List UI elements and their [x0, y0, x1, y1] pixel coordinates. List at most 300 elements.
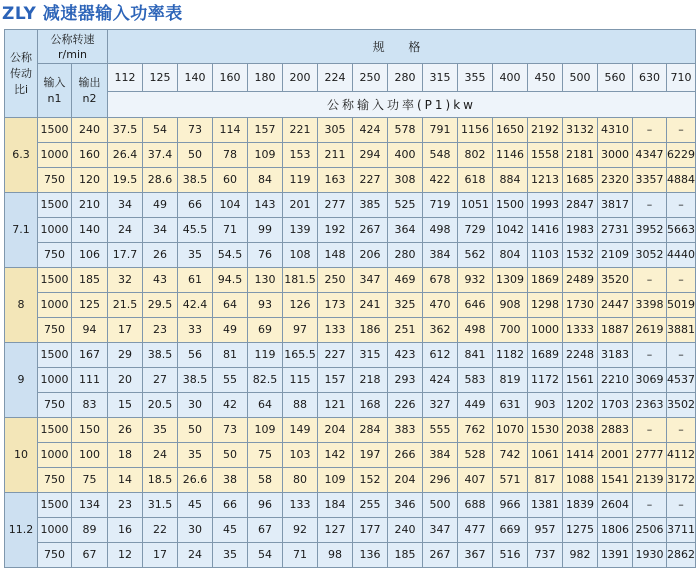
- table-row: [5, 518, 696, 543]
- power-value-cell: 469: [388, 268, 423, 293]
- power-value-cell: 1685: [563, 168, 598, 193]
- power-value-cell: 54.5: [213, 243, 248, 268]
- power-value-cell: 296: [423, 468, 458, 493]
- output-speed-cell: 160: [72, 143, 108, 168]
- power-value-cell: 60: [213, 168, 248, 193]
- table-row: [5, 218, 696, 243]
- power-value-cell: 71: [283, 543, 318, 568]
- input-speed-cell: 750: [38, 168, 72, 193]
- power-value-cell: 157: [318, 368, 353, 393]
- power-value-cell: 1051: [458, 193, 493, 218]
- power-value-cell: 422: [423, 168, 458, 193]
- table-row: [5, 368, 696, 393]
- power-value-cell: 82.5: [248, 368, 283, 393]
- spec-header: 规 格: [108, 30, 696, 64]
- power-value-cell: 669: [493, 518, 528, 543]
- output-speed-cell: 167: [72, 343, 108, 368]
- output-speed-cell: 240: [72, 118, 108, 143]
- power-value-cell: –: [633, 418, 667, 443]
- power-value-cell: 631: [493, 393, 528, 418]
- table-row: [5, 243, 696, 268]
- power-value-cell: 4537: [667, 368, 696, 393]
- size-header-cell: 224: [318, 64, 353, 92]
- input-speed-cell: 750: [38, 543, 72, 568]
- output-speed-cell: 140: [72, 218, 108, 243]
- power-value-cell: 126: [283, 293, 318, 318]
- power-value-cell: 424: [353, 118, 388, 143]
- power-value-cell: 30: [178, 393, 213, 418]
- power-value-cell: 17: [108, 318, 143, 343]
- power-value-cell: 37.4: [143, 143, 178, 168]
- power-value-cell: 1000: [528, 318, 563, 343]
- table-row: [5, 343, 696, 368]
- power-value-cell: 3172: [667, 468, 696, 493]
- power-value-cell: –: [667, 418, 696, 443]
- power-value-cell: 1416: [528, 218, 563, 243]
- power-table: [4, 29, 696, 568]
- power-value-cell: 1042: [493, 218, 528, 243]
- power-value-cell: 250: [318, 268, 353, 293]
- power-value-cell: 38.5: [178, 368, 213, 393]
- power-value-cell: 804: [493, 243, 528, 268]
- output-speed-cell: 100: [72, 443, 108, 468]
- power-value-cell: 2862: [667, 543, 696, 568]
- power-value-cell: 24: [178, 543, 213, 568]
- output-speed-cell: 210: [72, 193, 108, 218]
- power-value-cell: 903: [528, 393, 563, 418]
- power-value-cell: 1541: [598, 468, 633, 493]
- size-header-cell: 180: [248, 64, 283, 92]
- power-value-cell: 50: [178, 418, 213, 443]
- power-value-cell: 528: [458, 443, 493, 468]
- power-value-cell: 26: [143, 243, 178, 268]
- power-value-cell: 148: [318, 243, 353, 268]
- size-header-cell: 140: [178, 64, 213, 92]
- power-value-cell: 1391: [598, 543, 633, 568]
- output-speed-cell: 67: [72, 543, 108, 568]
- power-value-cell: 43: [143, 268, 178, 293]
- power-value-cell: 884: [493, 168, 528, 193]
- power-value-cell: 1146: [493, 143, 528, 168]
- power-value-cell: 19.5: [108, 168, 143, 193]
- power-value-cell: 762: [458, 418, 493, 443]
- power-value-cell: 525: [388, 193, 423, 218]
- power-value-cell: 742: [493, 443, 528, 468]
- power-value-cell: 98: [318, 543, 353, 568]
- power-value-cell: 50: [178, 143, 213, 168]
- power-value-cell: 109: [318, 468, 353, 493]
- power-value-cell: 1333: [563, 318, 598, 343]
- power-value-cell: 327: [423, 393, 458, 418]
- power-value-cell: 1561: [563, 368, 598, 393]
- power-value-cell: 93: [248, 293, 283, 318]
- power-value-cell: 42: [213, 393, 248, 418]
- power-value-cell: 31.5: [143, 493, 178, 518]
- power-value-cell: 133: [283, 493, 318, 518]
- power-value-cell: 1806: [598, 518, 633, 543]
- power-value-cell: 71: [213, 218, 248, 243]
- output-speed-cell: 75: [72, 468, 108, 493]
- power-value-cell: 56: [178, 343, 213, 368]
- power-value-cell: 1061: [528, 443, 563, 468]
- power-value-cell: 28.6: [143, 168, 178, 193]
- power-value-cell: 3069: [633, 368, 667, 393]
- power-value-cell: 347: [353, 268, 388, 293]
- power-value-cell: 17: [143, 543, 178, 568]
- power-value-cell: 45: [213, 518, 248, 543]
- table-row: [5, 143, 696, 168]
- power-value-cell: 42.4: [178, 293, 213, 318]
- power-value-cell: 367: [458, 543, 493, 568]
- power-value-cell: 266: [388, 443, 423, 468]
- power-value-cell: 80: [283, 468, 318, 493]
- power-value-cell: 45.5: [178, 218, 213, 243]
- power-value-cell: 12: [108, 543, 143, 568]
- power-value-cell: 1202: [563, 393, 598, 418]
- output-speed-cell: 106: [72, 243, 108, 268]
- power-value-cell: 221: [283, 118, 318, 143]
- power-value-cell: 1275: [563, 518, 598, 543]
- power-value-cell: 2604: [598, 493, 633, 518]
- ratio-cell: 9: [5, 343, 38, 418]
- input-speed-cell: 1000: [38, 293, 72, 318]
- power-value-cell: 81: [213, 343, 248, 368]
- input-speed-cell: 750: [38, 393, 72, 418]
- power-value-cell: 35: [143, 418, 178, 443]
- output-speed-cell: 120: [72, 168, 108, 193]
- power-value-cell: 267: [423, 543, 458, 568]
- power-value-cell: 55: [213, 368, 248, 393]
- power-value-cell: –: [667, 343, 696, 368]
- power-value-cell: 26.6: [178, 468, 213, 493]
- output-speed-cell: 89: [72, 518, 108, 543]
- power-value-cell: 78: [213, 143, 248, 168]
- power-value-cell: 18.5: [143, 468, 178, 493]
- ratio-cell: 8: [5, 268, 38, 343]
- power-value-cell: 165.5: [283, 343, 318, 368]
- power-value-cell: 136: [353, 543, 388, 568]
- power-value-cell: 1213: [528, 168, 563, 193]
- power-value-cell: 251: [388, 318, 423, 343]
- power-value-cell: 204: [318, 418, 353, 443]
- table-row: [5, 493, 696, 518]
- power-value-cell: 1381: [528, 493, 563, 518]
- power-value-cell: 688: [458, 493, 493, 518]
- power-value-cell: 227: [318, 343, 353, 368]
- input-speed-cell: 750: [38, 318, 72, 343]
- power-value-cell: 104: [213, 193, 248, 218]
- power-value-cell: 1993: [528, 193, 563, 218]
- power-value-cell: 34: [108, 193, 143, 218]
- power-value-cell: 384: [423, 443, 458, 468]
- ratio-cell: 7.1: [5, 193, 38, 268]
- size-header-cell: 450: [528, 64, 563, 92]
- output-speed-cell: 94: [72, 318, 108, 343]
- power-value-cell: 84: [248, 168, 283, 193]
- power-value-cell: 2489: [563, 268, 598, 293]
- power-value-cell: 29: [108, 343, 143, 368]
- power-value-cell: –: [667, 493, 696, 518]
- power-value-cell: 2109: [598, 243, 633, 268]
- power-value-cell: –: [633, 193, 667, 218]
- power-value-cell: 293: [388, 368, 423, 393]
- power-value-cell: 69: [248, 318, 283, 343]
- power-value-cell: 38.5: [143, 343, 178, 368]
- output-speed-cell: 150: [72, 418, 108, 443]
- power-value-cell: 121: [318, 393, 353, 418]
- ratio-cell: 10: [5, 418, 38, 493]
- power-value-cell: 6229: [667, 143, 696, 168]
- power-value-cell: 3000: [598, 143, 633, 168]
- power-value-cell: 50: [213, 443, 248, 468]
- power-value-cell: 92: [283, 518, 318, 543]
- power-value-cell: 1088: [563, 468, 598, 493]
- power-value-cell: 315: [353, 343, 388, 368]
- power-value-cell: 94.5: [213, 268, 248, 293]
- power-value-cell: 4310: [598, 118, 633, 143]
- power-value-cell: 2847: [563, 193, 598, 218]
- power-value-cell: 163: [318, 168, 353, 193]
- power-value-cell: 3881: [667, 318, 696, 343]
- power-value-cell: 1930: [633, 543, 667, 568]
- power-value-cell: 33: [178, 318, 213, 343]
- power-value-cell: 192: [318, 218, 353, 243]
- power-value-cell: 49: [213, 318, 248, 343]
- power-value-cell: 729: [458, 218, 493, 243]
- power-value-cell: 66: [178, 193, 213, 218]
- power-value-cell: 149: [283, 418, 318, 443]
- power-value-cell: 17.7: [108, 243, 143, 268]
- power-value-cell: 2777: [633, 443, 667, 468]
- power-value-cell: 384: [423, 243, 458, 268]
- size-header-cell: 355: [458, 64, 493, 92]
- power-value-cell: 3357: [633, 168, 667, 193]
- power-value-cell: 64: [248, 393, 283, 418]
- power-value-cell: 1650: [493, 118, 528, 143]
- power-value-cell: 204: [388, 468, 423, 493]
- power-value-cell: 108: [283, 243, 318, 268]
- power-value-cell: 618: [458, 168, 493, 193]
- size-header-cell: 112: [108, 64, 143, 92]
- power-value-cell: 157: [248, 118, 283, 143]
- power-value-cell: –: [633, 493, 667, 518]
- power-value-cell: 240: [388, 518, 423, 543]
- table-row: [5, 543, 696, 568]
- power-value-cell: 700: [493, 318, 528, 343]
- input-speed-cell: 750: [38, 468, 72, 493]
- power-value-cell: 29.5: [143, 293, 178, 318]
- power-value-cell: 1182: [493, 343, 528, 368]
- power-value-cell: 119: [283, 168, 318, 193]
- power-value-cell: 24: [108, 218, 143, 243]
- size-header-cell: 125: [143, 64, 178, 92]
- power-value-cell: 54: [248, 543, 283, 568]
- output-speed-cell: 134: [72, 493, 108, 518]
- power-value-cell: 4440: [667, 243, 696, 268]
- speed-header: 公称转速 r/min: [38, 30, 108, 64]
- power-value-cell: 817: [528, 468, 563, 493]
- power-value-cell: 15: [108, 393, 143, 418]
- power-value-cell: 347: [423, 518, 458, 543]
- size-header-cell: 280: [388, 64, 423, 92]
- power-value-cell: 35: [213, 543, 248, 568]
- power-value-cell: 168: [353, 393, 388, 418]
- power-value-cell: 1500: [493, 193, 528, 218]
- power-value-cell: 2192: [528, 118, 563, 143]
- power-value-cell: –: [633, 118, 667, 143]
- power-value-cell: 119: [248, 343, 283, 368]
- power-value-cell: 130: [248, 268, 283, 293]
- power-value-cell: 612: [423, 343, 458, 368]
- power-value-cell: –: [667, 268, 696, 293]
- power-value-cell: 64: [213, 293, 248, 318]
- power-value-cell: 109: [248, 418, 283, 443]
- power-value-cell: 133: [318, 318, 353, 343]
- power-value-cell: 197: [353, 443, 388, 468]
- power-value-cell: 500: [423, 493, 458, 518]
- input-speed-cell: 750: [38, 243, 72, 268]
- power-value-cell: 35: [178, 443, 213, 468]
- power-value-cell: 516: [493, 543, 528, 568]
- input-speed-cell: 1500: [38, 118, 72, 143]
- power-value-cell: 3502: [667, 393, 696, 418]
- table-row: [5, 293, 696, 318]
- power-value-cell: 364: [388, 218, 423, 243]
- power-value-cell: 1558: [528, 143, 563, 168]
- power-value-cell: 26.4: [108, 143, 143, 168]
- power-value-cell: 177: [353, 518, 388, 543]
- power-value-cell: 21.5: [108, 293, 143, 318]
- power-value-cell: 982: [563, 543, 598, 568]
- table-row: [5, 418, 696, 443]
- power-value-cell: 2001: [598, 443, 633, 468]
- power-value-cell: 346: [388, 493, 423, 518]
- power-value-cell: 470: [423, 293, 458, 318]
- power-value-cell: 1298: [528, 293, 563, 318]
- power-value-cell: 206: [353, 243, 388, 268]
- power-value-cell: 2506: [633, 518, 667, 543]
- power-value-cell: 294: [353, 143, 388, 168]
- power-value-cell: 2619: [633, 318, 667, 343]
- power-value-cell: 277: [318, 193, 353, 218]
- power-value-cell: 23: [108, 493, 143, 518]
- power-value-cell: 5663: [667, 218, 696, 243]
- power-value-cell: 1414: [563, 443, 598, 468]
- power-value-cell: 49: [143, 193, 178, 218]
- input-speed-cell: 1000: [38, 218, 72, 243]
- power-value-cell: 280: [388, 243, 423, 268]
- size-header-cell: 560: [598, 64, 633, 92]
- power-value-cell: 184: [318, 493, 353, 518]
- power-value-cell: 73: [213, 418, 248, 443]
- power-value-cell: 186: [353, 318, 388, 343]
- power-value-cell: –: [667, 193, 696, 218]
- power-value-cell: 20: [108, 368, 143, 393]
- power-value-cell: 3398: [633, 293, 667, 318]
- power-value-cell: 583: [458, 368, 493, 393]
- power-value-cell: 4347: [633, 143, 667, 168]
- power-value-cell: 498: [458, 318, 493, 343]
- input-speed-cell: 1000: [38, 143, 72, 168]
- size-header-cell: 400: [493, 64, 528, 92]
- size-header-cell: 315: [423, 64, 458, 92]
- power-value-cell: 218: [353, 368, 388, 393]
- power-value-cell: 2181: [563, 143, 598, 168]
- power-value-cell: 548: [423, 143, 458, 168]
- power-value-cell: 45: [178, 493, 213, 518]
- power-value-cell: 2363: [633, 393, 667, 418]
- power-value-cell: 2883: [598, 418, 633, 443]
- power-value-cell: 211: [318, 143, 353, 168]
- table-row: [5, 268, 696, 293]
- power-value-cell: 173: [318, 293, 353, 318]
- power-value-cell: –: [633, 343, 667, 368]
- power-value-cell: 58: [248, 468, 283, 493]
- power-value-cell: 477: [458, 518, 493, 543]
- power-value-cell: 555: [423, 418, 458, 443]
- power-value-cell: 424: [423, 368, 458, 393]
- output-speed-cell: 83: [72, 393, 108, 418]
- table-row: [5, 118, 696, 143]
- power-value-cell: 362: [423, 318, 458, 343]
- power-value-cell: 1703: [598, 393, 633, 418]
- power-value-cell: 308: [388, 168, 423, 193]
- size-header-cell: 710: [667, 64, 696, 92]
- power-value-cell: 1172: [528, 368, 563, 393]
- input-speed-cell: 1500: [38, 493, 72, 518]
- power-value-cell: 2447: [598, 293, 633, 318]
- power-value-cell: 562: [458, 243, 493, 268]
- power-value-cell: 30: [178, 518, 213, 543]
- power-value-cell: 3052: [633, 243, 667, 268]
- power-value-cell: 4112: [667, 443, 696, 468]
- power-value-cell: 142: [318, 443, 353, 468]
- table-row: [5, 318, 696, 343]
- power-value-cell: 3132: [563, 118, 598, 143]
- power-value-cell: 2038: [563, 418, 598, 443]
- table-row: [5, 193, 696, 218]
- power-value-cell: 185: [388, 543, 423, 568]
- power-value-cell: 578: [388, 118, 423, 143]
- power-value-cell: –: [667, 118, 696, 143]
- power-value-cell: 88: [283, 393, 318, 418]
- output-speed-cell: 111: [72, 368, 108, 393]
- power-value-cell: 719: [423, 193, 458, 218]
- power-value-cell: 571: [493, 468, 528, 493]
- power-value-cell: 99: [248, 218, 283, 243]
- power-value-cell: 423: [388, 343, 423, 368]
- size-header-cell: 160: [213, 64, 248, 92]
- table-row: [5, 168, 696, 193]
- input-speed-cell: 1500: [38, 193, 72, 218]
- power-value-cell: 34: [143, 218, 178, 243]
- power-value-cell: 957: [528, 518, 563, 543]
- power-value-cell: 37.5: [108, 118, 143, 143]
- power-value-cell: 284: [353, 418, 388, 443]
- power-value-cell: 201: [283, 193, 318, 218]
- ratio-cell: 6.3: [5, 118, 38, 193]
- power-value-cell: 802: [458, 143, 493, 168]
- power-value-cell: 23: [143, 318, 178, 343]
- power-value-cell: 1103: [528, 243, 563, 268]
- power-value-cell: 226: [388, 393, 423, 418]
- power-value-cell: 498: [423, 218, 458, 243]
- power-value-cell: 385: [353, 193, 388, 218]
- power-value-cell: 114: [213, 118, 248, 143]
- power-value-cell: 139: [283, 218, 318, 243]
- power-value-cell: 143: [248, 193, 283, 218]
- power-value-cell: 20.5: [143, 393, 178, 418]
